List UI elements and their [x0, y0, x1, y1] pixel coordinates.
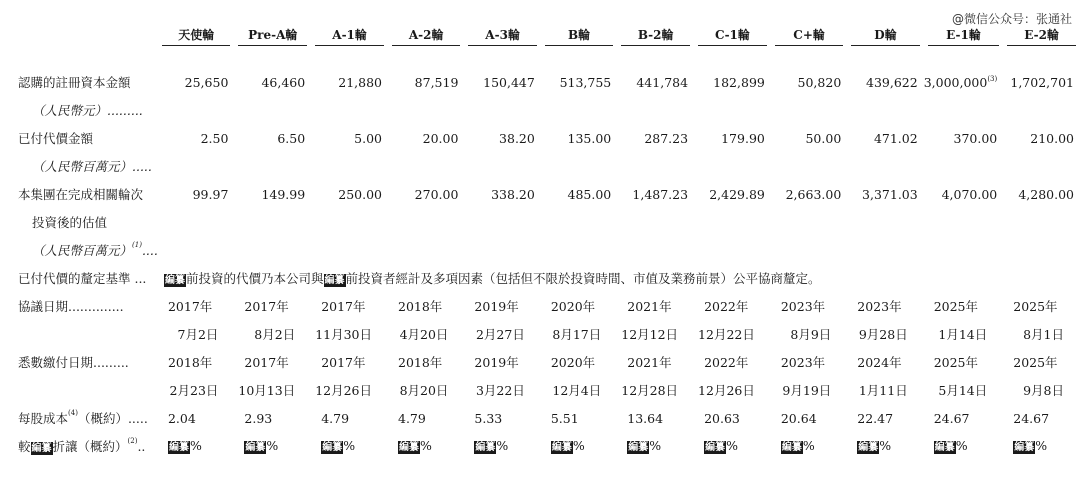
header-row [18, 16, 1080, 46]
basis-text: 編纂前投資的代價乃本公司與編纂前投資者經計及多項因素（包括但不限於投資時間、市值及業務前景）公平協商釐定。 [164, 271, 821, 286]
redaction-mark: 編纂 [31, 443, 52, 454]
redaction-mark: 編纂 [858, 442, 879, 453]
col-header: A-2輪 [388, 16, 464, 46]
table-row: 協議日期.............. 2017年 2017年 2017年 2018年 2019年 2020年 2021年 2022年 2023年 2023年 2025年 2025年 [18, 292, 1080, 320]
col-header: B輪 [541, 16, 617, 46]
col-header: B-2輪 [617, 16, 694, 46]
watermark: @微信公众号：张通社 [951, 12, 1072, 26]
row-label: 已付代價的釐定基準 ... [18, 271, 147, 286]
table-row: 較編纂折讓（概約）$^{(2)}$.. 編纂% 編纂% 編纂% 編纂% 編纂% 編纂% 編纂% 編纂% 編纂% 編纂% 編纂% 編纂% [18, 432, 1080, 460]
row-unit: （人民幣百萬元）..... [32, 159, 152, 174]
redaction-mark: 編纂 [322, 442, 343, 453]
redaction-mark: 編纂 [475, 442, 496, 453]
col-header: A-3輪 [464, 16, 540, 46]
redaction-mark: 編纂 [324, 275, 345, 286]
row-label: 每股成本$^{(4)}$（概約）..... [18, 409, 148, 426]
col-header: C-1輪 [694, 16, 771, 46]
table-row: 悉數繳付日期......... 2018年 2017年 2017年 2018年 2019年 2020年 2021年 2022年 2023年 2024年 2025年 2025年 [18, 348, 1080, 376]
redaction-mark: 編纂 [705, 442, 726, 453]
table-row: 已付代價金額 2.50 6.50 5.00 20.00 38.20 135.00 287.23 179.90 50.00 471.02 370.00 210.00 [18, 124, 1080, 152]
row-label: 認購的註冊資本金額 [18, 75, 131, 90]
redaction-mark: 編纂 [1014, 442, 1035, 453]
redaction-mark: 編纂 [164, 275, 185, 286]
row-unit: （人民幣百萬元）$^{(1)}$.... [32, 241, 158, 258]
redaction-mark: 編纂 [168, 442, 189, 453]
row-unit: （人民幣元）......... [32, 103, 143, 118]
col-header: E-2輪 [1003, 16, 1080, 46]
row-label: 協議日期.............. [18, 299, 124, 314]
table-row: 本集團在完成相關輪次 99.97 149.99 250.00 270.00 338.20 485.00 1,487.23 2,429.89 2,663.00 3,371.03 4,070.00 4,280.00 [18, 180, 1080, 208]
col-header: C+輪 [771, 16, 847, 46]
redaction-mark: 編纂 [628, 442, 649, 453]
col-header: E-1輪 [924, 16, 1004, 46]
col-header: Pre-A輪 [234, 16, 311, 46]
redaction-mark: 編纂 [934, 442, 955, 453]
table-row [18, 264, 1080, 292]
redaction-mark: 編纂 [781, 442, 802, 453]
row-label-cont: 投資後的估值 [32, 215, 108, 230]
pre-ipo-investment-table: 天使輪 Pre-A輪 A-1輪 A-2輪 A-3輪 B輪 B-2輪 C-1輪 C+輪 D輪 E-1輪 E-2輪 認購的註冊資本金額 25,650 46,460 21,880 87,519 150,447 513,755 441,784 182,899 50,820 439,622 3,000,000$^{(3)}$ 1,702,701 （人民幣元）......... 已付代價金額 2.50 6.50 5.00 20.00 38.20 135.00 287.23 179.90 50.00 471.02 370.00 210.00 （人民幣百萬元）..... 本集團在完成相關輪次 99.97 149.99 250.00 270.00 338.20 485.00 1,487.23 2,429.89 2,663.00 3,371.03 4,070.00 4,280.00 投資後的估值 （人民幣百萬元）$^{(1)}$.... 已付代價的釐定基準 ... 編纂前投資的代價乃本公司與編纂前投資者經計及多項因素（包括但不限於投資時間、市值及業務前景）公平協商釐定。 協議日期.............. 2017年 2017年 2017年 2018年 2019年 2020年 2021年 2022年 2023年 2023年 2025年 2025年 7月2日 8月2日 11月30日 4月20日 2月27日 8月17日 12月12日 12月22日 8月9日 9月28日 1月14日 8月1日 悉數繳付日期......... 2018年 2017年 2017年 2018年 2019年 2020年 2021年 2022年 2023年 2024年 2025年 2025年 2月23日 10月13日 12月26日 8月20日 3月22日 12月4日 12月28日 12月26日 9月19日 1月11日 5月14日 9月8日 每股成本$^{(4)}$（概約）..... 2.04 2.93 4.79 4.79 5.33 5.51 13.64 20.63 20.64 22.47 24.67 24.67 較編纂折讓（概約）$^{(2)}$.. 編纂% 編纂% 編纂% 編纂% 編纂% 編纂% 編纂% 編纂% 編纂% 編纂% 編纂% 編纂% [18, 16, 1080, 460]
redaction-mark: 編纂 [399, 442, 419, 453]
col-header: D輪 [847, 16, 923, 46]
row-label: 本集團在完成相關輪次 [18, 187, 144, 202]
table-row: 每股成本$^{(4)}$（概約）..... 2.04 2.93 4.79 4.79 5.33 5.51 13.64 20.63 20.64 22.47 24.67 24.67 [18, 404, 1080, 432]
col-header: A-1輪 [311, 16, 388, 46]
row-label: 悉數繳付日期......... [18, 355, 129, 370]
table-row: 認購的註冊資本金額 25,650 46,460 21,880 87,519 150,447 513,755 441,784 182,899 50,820 439,622 3,000,000$^{(3)}$ 1,702,701 [18, 68, 1080, 96]
redaction-mark: 編纂 [551, 442, 572, 453]
col-header: 天使輪 [158, 16, 234, 46]
row-label: 較編纂折讓（概約）$^{(2)}$.. [18, 437, 146, 454]
row-label: 已付代價金額 [18, 131, 94, 146]
redaction-mark: 編纂 [245, 442, 266, 453]
